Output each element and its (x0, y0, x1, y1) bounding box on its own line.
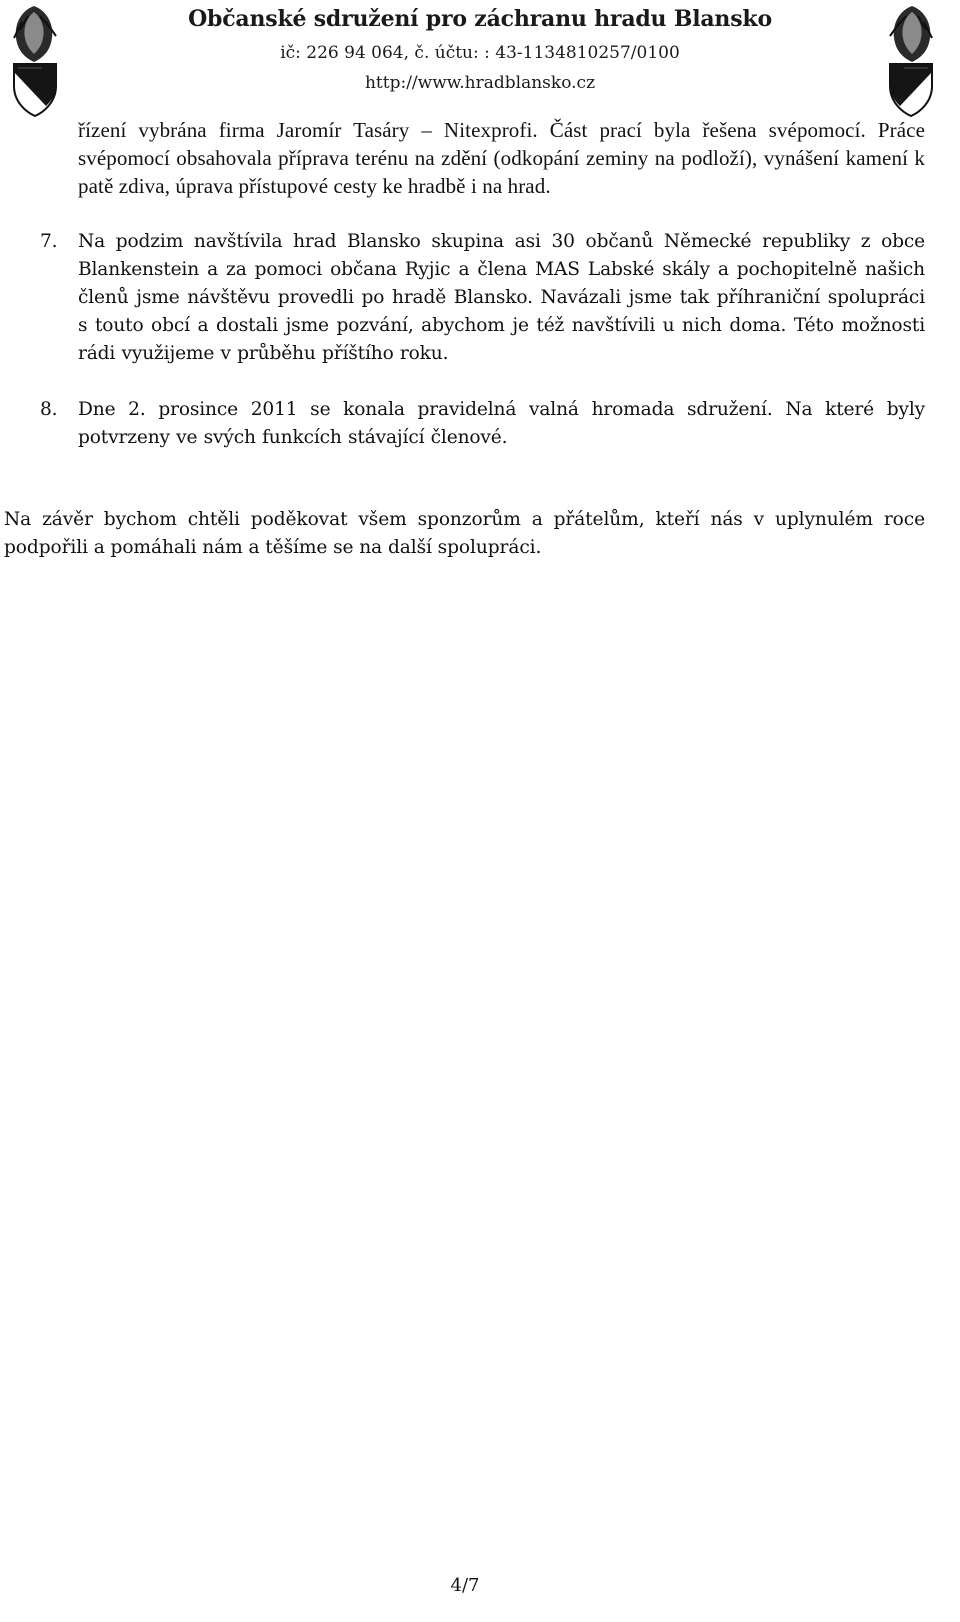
organization-name: Občanské sdružení pro záchranu hradu Blansko (188, 6, 772, 32)
list-item-number: 7. (40, 231, 58, 252)
crest-right-icon (880, 2, 942, 120)
list-item-7 (40, 228, 925, 368)
organization-url[interactable]: http://www.hradblansko.cz (364, 73, 596, 93)
list-item-text: Dne 2. prosince 2011 se konala pravidelná valná hromada sdružení. Na které byly potvrzeny ve svých funkcích stávající členové. (78, 399, 925, 448)
crest-left-icon (4, 2, 66, 120)
list-item-8 (40, 396, 925, 452)
page-number: 4/7 (450, 1575, 480, 1596)
letterhead-text (120, 0, 840, 94)
closing-paragraph: Na závěr bychom chtěli poděkovat všem sponzorům a přátelům, kteří nás v uplynulém roce podpořili a pomáhali nám a těšíme se na další spolupráci. (4, 509, 925, 558)
organization-ids: ič: 226 94 064, č. účtu: : 43-1134810257/0100 (280, 43, 680, 63)
list-item-text: Na podzim navštívila hrad Blansko skupina asi 30 občanů Německé republiky z obce Blankenstein a za pomoci občana Ryjic a člena MAS Labské skály a pochopitelně našich členů jsme návštěvu provedli po hradě Blansko. Navázali jsme tak příhraniční spolupráci s touto obcí a dostali jsme pozvání, abychom je též navštívili u nich doma. Této možnosti rádi využijeme v průběhu příštího roku. (78, 231, 925, 364)
continued-paragraph: řízení vybrána firma Jaromír Tasáry – Nitexprofi. Část prací byla řešena svépomocí. Práce svépomocí obsahovala příprava terénu na zdění (odkopání zeminy na podloží), vynášení kamení k patě zdiva, úprava přístupové cesty ke hradbě i na hrad. (78, 118, 925, 198)
list-item-number: 8. (40, 399, 58, 420)
letterhead (0, 0, 960, 120)
